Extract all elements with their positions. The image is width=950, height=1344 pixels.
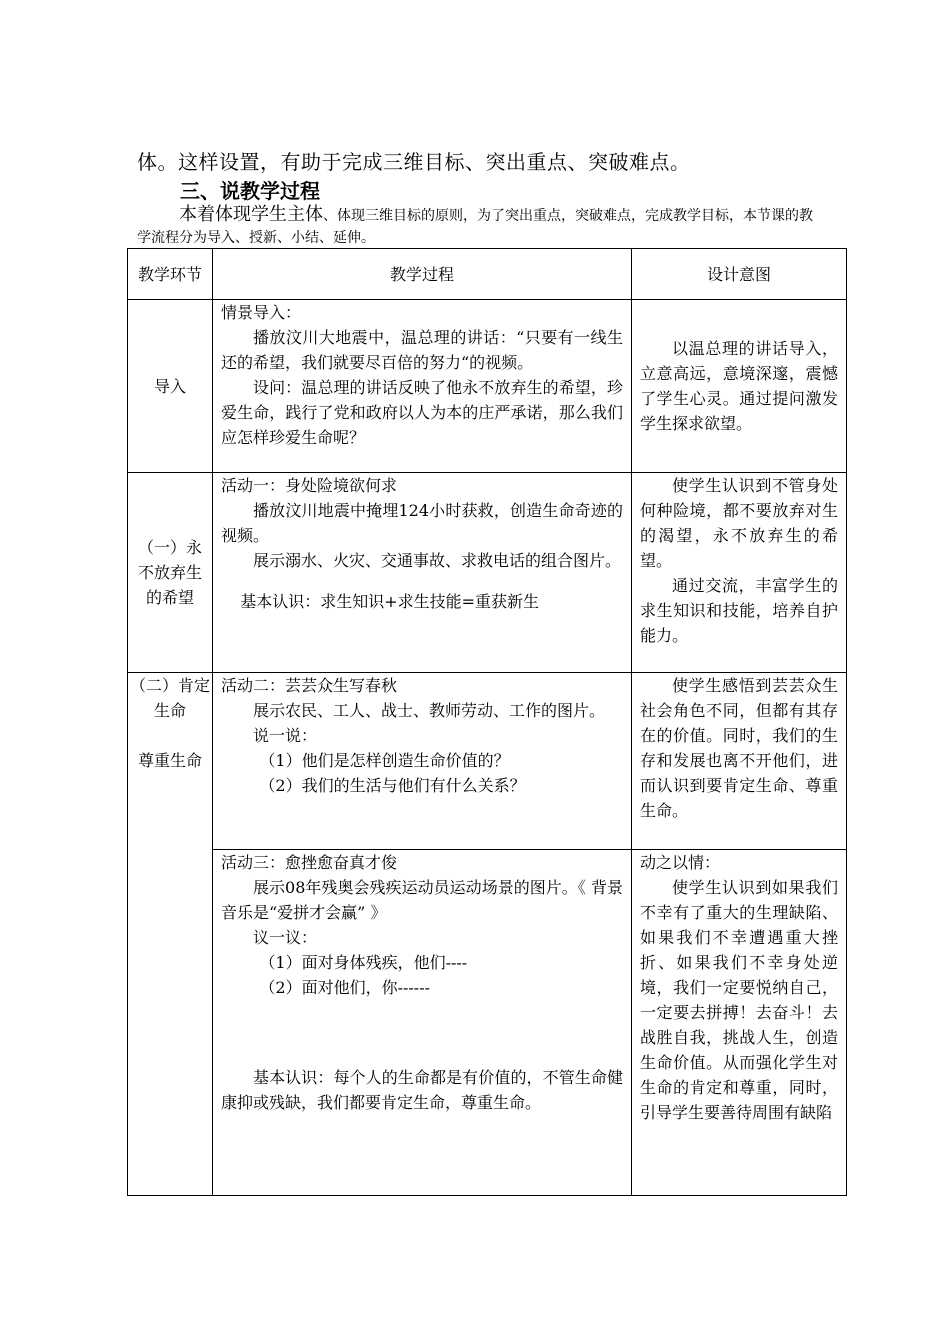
process-line: 播放汶川地震中掩埋124小时获救，创造生命奇迹的视频。: [221, 501, 623, 545]
intent-line: 以温总理的讲话导入，立意高远，意境深邃，震憾了学生心灵。通过提问激发学生探求欲望。: [640, 339, 838, 433]
intro-paragraph: [137, 204, 817, 249]
intent-cell: [632, 673, 847, 850]
header-stage: 教学环节: [128, 249, 213, 300]
process-line: 展示农民、工人、战士、教师劳动、工作的图片。: [253, 701, 606, 720]
process-line: 情景导入：: [221, 303, 302, 322]
stage-cell: [128, 673, 213, 1196]
header-intent: 设计意图: [632, 249, 847, 300]
section-heading: 三、说教学过程: [180, 179, 320, 203]
intro-rest: 、体现三维目标的原则，为了突出重点，突破难点，完成教学目标，本节课的教学流程分为导入、授新、小结、延伸。: [137, 208, 813, 246]
process-cell: [213, 473, 632, 673]
teaching-process-table: [127, 248, 847, 1196]
table-row: [128, 850, 847, 1196]
stage-line: 尊重生命: [137, 751, 202, 770]
table-row: [128, 300, 847, 473]
stage-cell: 导入: [128, 300, 213, 473]
intent-line: 动之以情：: [640, 853, 721, 872]
process-line: 活动二：芸芸众生写春秋: [221, 676, 398, 695]
process-cell: [213, 300, 632, 473]
process-line: 基本认识：每个人的生命都是有价值的，不管生命健康抑或残缺，我们都要肯定生命，尊重生命。: [221, 1068, 623, 1112]
process-line: 说一说：: [253, 726, 318, 745]
intent-cell: [632, 300, 847, 473]
process-line: （2）我们的生活与他们有什么关系？: [259, 776, 526, 795]
process-line: （1）面对身体残疾，他们----: [259, 953, 468, 972]
table-row: [128, 673, 847, 850]
header-process: 教学过程: [213, 249, 632, 300]
process-line: 播放汶川大地震中，温总理的讲话：“只要有一线生还的希望，我们就要尽百倍的努力“的视频。: [221, 328, 623, 372]
intro-lead: 本着体现学生主体: [179, 204, 323, 225]
stage-line: （二）肯定生命: [130, 676, 211, 720]
process-line: 活动一：身处险境欲何求: [221, 476, 398, 495]
intent-line: 使学生认识到如果我们不幸有了重大的生理缺陷、如果我们不幸遭遇重大挫折、如果我们不幸身处逆境，我们一定要悦纳自己，一定要去拼搏！去奋斗！去战胜自我，挑战人生，创造生命价值。从而强化学生对生命的肯定和尊重，同时，引导学生要善待周围有缺陷: [640, 878, 838, 1122]
stage-cell: （一）永不放弃生的希望: [128, 473, 213, 673]
process-line: （2）面对他们，你------: [259, 978, 431, 997]
table-header-row: [128, 249, 847, 300]
intent-line: 使学生认识到不管身处何种险境，都不要放弃对生的渴望，永不放弃生的希望。: [640, 476, 838, 570]
process-line: 基本认识：求生知识+求生技能=重获新生: [240, 592, 540, 611]
intent-line: 通过交流，丰富学生的求生知识和技能，培养自护能力。: [640, 576, 838, 645]
intent-line: 使学生感悟到芸芸众生社会角色不同，但都有其存在的价值。同时，我们的生存和发展也离不开他们，进而认识到要肯定生命、尊重生命。: [640, 676, 838, 820]
process-cell: [213, 850, 632, 1196]
intent-cell: [632, 850, 847, 1196]
table-row: [128, 473, 847, 673]
process-cell: [213, 673, 632, 850]
process-line: 展示08年残奥会残疾运动员运动场景的图片。《 背景音乐是“爱拼才会赢” 》: [221, 878, 623, 922]
process-line: 展示溺水、火灾、交通事故、求救电话的组合图片。: [253, 551, 622, 570]
process-line: （1）他们是怎样创造生命价值的？: [259, 751, 510, 770]
process-line: 活动三：愈挫愈奋真才俊: [221, 853, 398, 872]
process-line: 议一议：: [253, 928, 318, 947]
process-line: 设问：温总理的讲话反映了他永不放弃生的希望，珍爱生命，践行了党和政府以人为本的庄严承诺，那么我们应怎样珍爱生命呢？: [221, 378, 623, 447]
continuation-line: 体。这样设置，有助于完成三维目标、突出重点、突破难点。: [137, 150, 691, 174]
intent-cell: [632, 473, 847, 673]
